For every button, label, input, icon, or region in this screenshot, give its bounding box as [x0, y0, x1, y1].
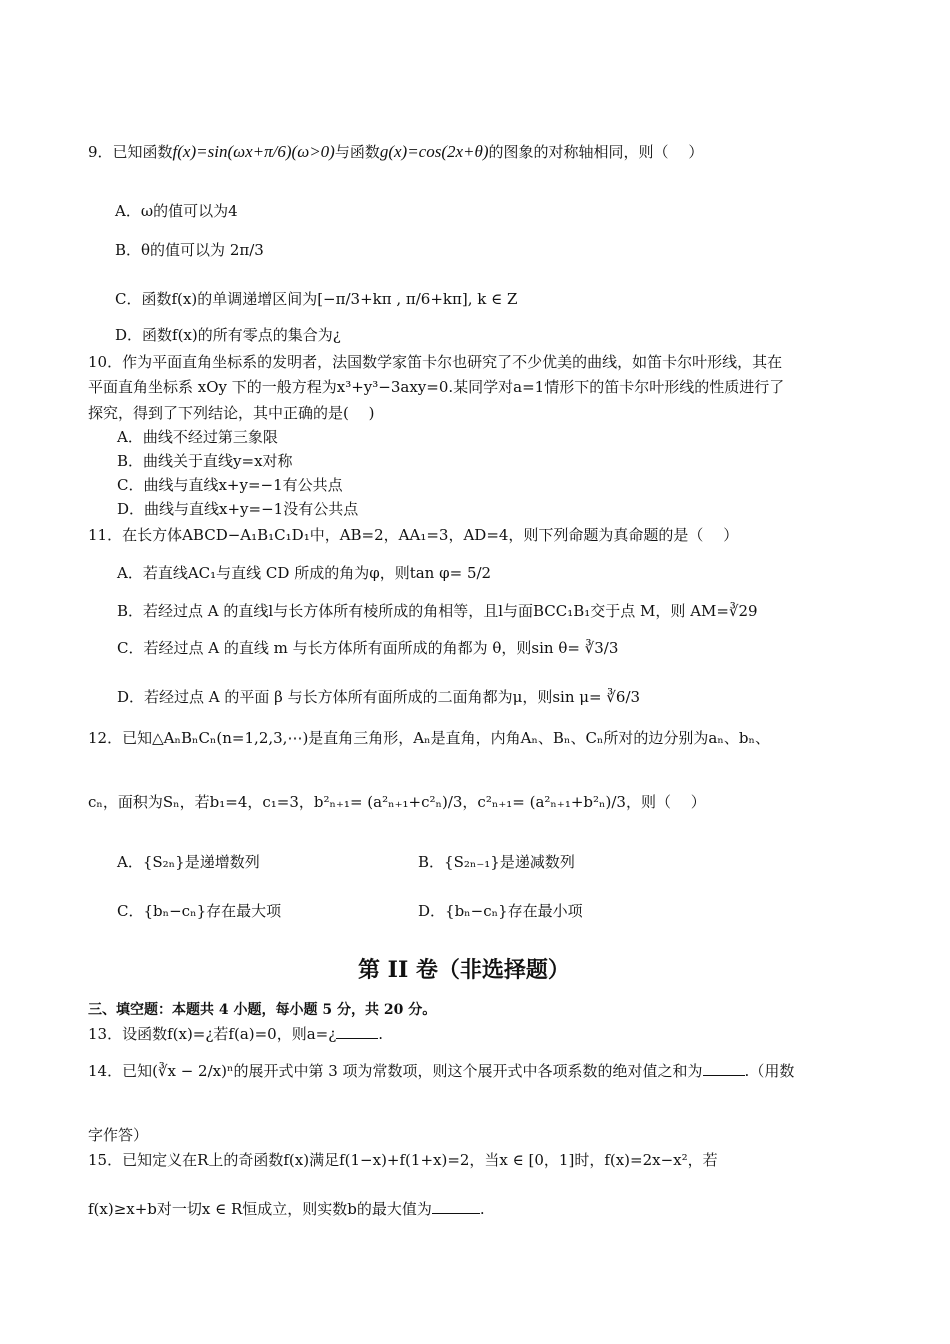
q12-line-1: 12．已知△AₙBₙCₙ(n=1,2,3,⋯)是直角三角形，Aₙ是直角，内角Aₙ、Bₙ、Cₙ所对的边分别为aₙ、bₙ、 — [88, 729, 770, 747]
section-instructions: 三、填空题：本题共 4 小题，每小题 5 分，共 20 分。 — [88, 1002, 437, 1018]
q10-option-d: D．曲线与直线x+y=−1没有公共点 — [117, 500, 359, 518]
q15-line-2: f(x)≥x+b对一切x ∈ R恒成立，则实数b的最大值为 . — [88, 1200, 485, 1218]
q14-answer-blank[interactable] — [703, 1061, 745, 1076]
q12-option-d: D．{bₙ−cₙ}存在最小项 — [418, 902, 583, 920]
q13-answer-blank[interactable] — [336, 1024, 378, 1039]
q13: 13．设函数f(x)=¿若f(a)=0，则a=¿ . — [88, 1025, 384, 1043]
q9-option-d: D．函数f(x)的所有零点的集合为¿ — [115, 326, 341, 344]
q9-stem: 9．已知函数f(x)=sin(ωx+π/6)(ω>0)与函数g(x)=cos(2x+θ)的图象的对称轴相同，则（ ） — [88, 142, 704, 161]
q12-option-c: C．{bₙ−cₙ}存在最大项 — [117, 902, 282, 920]
q9-option-b: B．θ的值可以为 2π/3 — [115, 241, 264, 259]
q10-option-c: C．曲线与直线x+y=−1有公共点 — [117, 476, 343, 494]
q14: 14．已知(∛x − 2/x)ⁿ的展开式中第 3 项为常数项，则这个展开式中各项系数的绝对值之和为 .（用数 — [88, 1062, 795, 1080]
q11-stem: 11．在长方体ABCD−A₁B₁C₁D₁中，AB=2，AA₁=3，AD=4，则下列命题为真命题的是（ ） — [88, 526, 739, 544]
q10-option-a: A．曲线不经过第三象限 — [117, 428, 278, 446]
q11-option-a: A．若直线AC₁与直线 CD 所成的角为φ，则tan φ= 5/2 — [117, 564, 492, 582]
q12-option-a: A．{S₂ₙ}是递增数列 — [117, 853, 260, 871]
section-title: 第 II 卷（非选择题） — [358, 957, 570, 983]
q11-option-b: B．若经过点 A 的直线l与长方体所有棱所成的角相等，且l与面BCC₁B₁交于点 M，则 AM=∛29 — [117, 602, 758, 620]
q10-option-b: B．曲线关于直线y=x对称 — [117, 452, 293, 470]
q14-line-2: 字作答） — [88, 1126, 149, 1144]
q15-line-1: 15．已知定义在R上的奇函数f(x)满足f(1−x)+f(1+x)=2，当x ∈ [0，1]时，f(x)=2x−x²，若 — [88, 1151, 718, 1169]
q10-line-2: 平面直角坐标系 xOy 下的一般方程为x³+y³−3axy=0.某同学对a=1情形下的笛卡尔叶形线的性质进行了 — [88, 378, 785, 396]
q9-option-c: C．函数f(x)的单调递增区间为[−π/3+kπ , π/6+kπ], k ∈ Z — [115, 290, 518, 308]
q10-line-3: 探究，得到了下列结论，其中正确的是( ) — [88, 404, 375, 422]
q11-option-d: D．若经过点 A 的平面 β 与长方体所有面所成的二面角都为μ，则sin μ= ∛6/3 — [117, 688, 641, 706]
q10-line-1: 10．作为平面直角坐标系的发明者，法国数学家笛卡尔也研究了不少优美的曲线，如笛卡尔叶形线，其在 — [88, 353, 783, 371]
q9-option-a: A．ω的值可以为4 — [115, 202, 238, 220]
q12-line-2: cₙ，面积为Sₙ，若b₁=4，c₁=3，b²ₙ₊₁= (a²ₙ₊₁+c²ₙ)/3，c²ₙ₊₁= (a²ₙ₊₁+b²ₙ)/3，则（ ） — [88, 793, 706, 811]
q11-option-c: C．若经过点 A 的直线 m 与长方体所有面所成的角都为 θ，则sin θ= ∛3/3 — [117, 639, 619, 657]
q15-answer-blank[interactable] — [432, 1199, 480, 1214]
q12-option-b: B．{S₂ₙ₋₁}是递减数列 — [418, 853, 575, 871]
